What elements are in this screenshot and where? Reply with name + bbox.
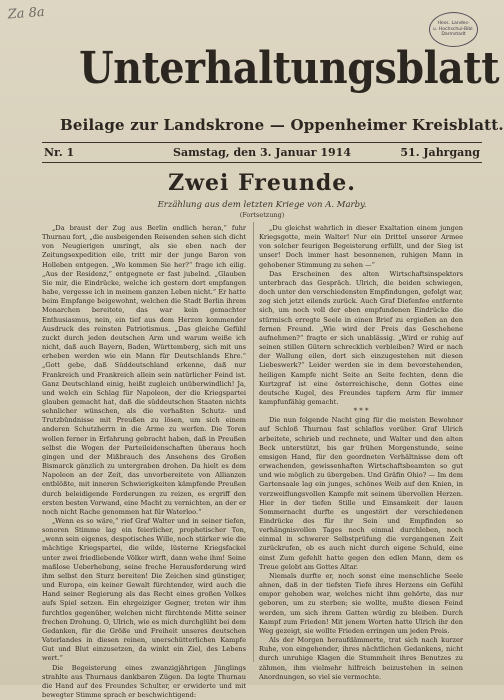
paragraph: Das Erscheinen des alten Wirtschaftsinspektors unterbrach das Gespräch. Ulrich, die beiden schwiegen, doch unter den verschiedensten Empfindungen, gefolgt war, zog sich jetzt eilends zurück. Auch Graf Diefenfee entfernte sich, um noch voll der eben empfundenen Eindrücke die stürmisch erregte Seele in einen Brief zu ergießen an den fernen Freund. „Wie wird der Preis das Geschehene aufnehmen?“ fragte er sich unablässig. „Wird er ruhig auf seinen stillen Gütern schrecklich verbleiben? Wird er nach der Wallung eilen, dort sich einzugestehen mit diesen Liebeswerk?“ Leider werden sie in dem bevorstehenden, heiligen Kampfe nicht Seite an Seite fechten, denn die Kurtzgraf ist eine österreichische, denn Gottes eine deutsche Kugel, des Freundes tapfern Arm für immer kampfunfähig gemacht. xyxy=(259,270,463,407)
continuation-note: (Fortsetzung) xyxy=(42,211,482,219)
story-subtitle: Erzählung aus dem letzten Kriege von A. Marby. xyxy=(42,200,482,210)
masthead-subtitle: Beilage zur Landskrone — Oppenheimer Kreisblatt. xyxy=(60,116,452,134)
text-column-left xyxy=(42,224,246,660)
issue-info-bar xyxy=(42,145,482,160)
issue-volume: 51. Jahrgang xyxy=(400,145,480,160)
header-rule-bottom xyxy=(42,162,482,163)
paragraph: Als der Morgen heraufdämmerte, trat sich nach kurzer Ruhe, von eingehender, ihres nächtlichen Gedankens, nicht durch unruhige Klagen die Stummheit ihres Benutzes zu zähmen, ihm vielmehr hilfreich beizustehen in seinen Anordnungen, so viel sie vermochte. xyxy=(259,636,463,682)
paragraph: Niemals durfte er, noch sonst eine menschliche Seele ahnen, daß in der tiefsten Tiefe ihres Herzens ein Gefühl empor gehoben war, welches nicht ihm gehörte, das nur geboren, um zu sterben; sie wollte, mußte diesen Feind werden, um sich ihrem Gatten würdig zu bleiben. Durch Kampf zum Frieden! Mit jenem Worten hatte Ulrich ihr den Weg gezeigt, sie wollte Frieden erringen um jeden Preis. xyxy=(259,572,463,636)
text-column-right xyxy=(259,224,463,660)
paragraph: „Da braust der Zug aus Berlin endlich heran,“ fuhr Thurnau fort, „die ausbeigenden Reisenden sehen sich dicht von Neugierigen umringt, als sie eben nach der Zeitungsexpedition eile, tritt mir der junge Baron von Holleben entgegen. „Wo kommen Sie her?“ frage ich eilig. „Aus der Residenz,“ entgegnete er fast jubelnd. „Glauben Sie mir, die Eindrücke, welche ich gestern dort empfangen habe, vergesse ich in meinem ganzen Leben nicht.“ Er hatte beim Empfange beigewohnt, welchen die Stadt Berlin ihrem Monarchen bereitete, das war kein gemachter Enthusiasmus, nein, ein tief aus dem Herzen kommender Ausdruck des reinsten Patriotismus. „Das gleiche Gefühl zuckt durch jeden deutschen Arm und warum weiße ich nicht, daß auch Bayern, Baden, Württemberg, sich mit uns erheben werden wie ein Mann für Deutschlands Ehre.“ „Gott gebe, daß Süddeutschland erkenne, daß nur Frankreich und Frankreich allein sein natürlicher Feind ist. Ganz Deutschland einig, heißt zugleich unüberwindlich! Ja, und welch ein Schlag für Napoleon, der die Kriegspartei glauben gemacht hat, daß die süddeutschen Staaten nichts sehnlicher wünschen, als die verhaßten Schutz- und Trutzbündnisse mit Preußen zu lösen, um sich einem anderen Schutzherrn in die Arme zu werfen. Die Toren wollen ferner in Erfahrung gebracht haben, daß in Preußen selbst die Wogen der Parteileidenschaften überaus hoch gingen und der Mißbrauch des Ansehens des Großen Bismarck gänzlich zu untergraben drohen. Da hielt es dem Napoleon an der Zeit, das unvorbereitete von Allianzen entblößte, mit inneren Schwierigkeiten kämpfende Preußen durch beleidigende Forderungen zu reizen, es ergriff den ersten besten Vorwand, eine Macht zu vernichten, an der er noch nicht Rache genommen hat für Waterloo.“ xyxy=(42,224,246,517)
issue-date: Samstag, den 3. Januar 1914 xyxy=(42,145,482,160)
masthead-title: Unterhaltungsblatt xyxy=(79,38,424,100)
paragraph: „Du gleichst wahrlich in dieser Exaltation einem jungen Kriegsgotte, mein Walter! Nur ein Drittel unserer Armee von solcher feurigen Begeisterung erfüllt, und der Sieg ist unser! Doch immer hast besonnenen, ruhigen Mann in gehobener Stimmung zu sehen —“ xyxy=(259,224,463,270)
stamp-line-3: Darmstadt xyxy=(441,32,465,38)
library-stamp xyxy=(429,12,478,47)
story-title: Zwei Freunde. xyxy=(42,170,482,196)
paragraph: Die nun folgende Nacht ging für die meisten Bewohner auf Schloß Thurnau fast schlaflos vorüber. Graf Ulrich arbeitete, schrieb und rechnete, und Walter und den alten Beck unterstützt, bis gar frühen Morgenstunde, seine emsigen Hand, für den geordneten Verhältnisse dem oft erwachenden, gewissenhaften Wirtschaftsbeamten so gut und wie möglich zu übergeben. Und Gräfin Ohio? — Im dem Gartensaale lag ein junges, schönes Weib auf den Knien, in verzweiflungsvollen Kampfe mit seinem übervollen Herzen. Hier in der tiefen Stille und Einsamkeit der lauen Sommernacht durfte es ungestört der verschiedenen Eindrücke des für ihr Sein und Empfinden so verhängnisvollen Tages noch einmal durchleben, noch einmal in schwerer Selbstprüfung die vergangenen Zeit zurückrufen, ob es auch nicht durch eigene Schuld, eine einst Zum gefehlt hatte gegen den edlen Mann, dem es Treue gelobt am Gottes Altar. xyxy=(259,416,463,572)
paragraph: „Wenn es so wäre,“ rief Graf Walter und in seiner tiefen, sonoren Stimme lag ein feierlicher, prophetischer Ton, „wenn sein eigenes, despotisches Wille, noch stärker wie die mächtige Kriegspartei, die wilde, lüsterne Kriegsfackel unter zwei friedliebende Völker wirft, dann wehe ihm! Seine maßlose Ueberhebung, seine freche Herausforderung wird ihm selbst den Sturz bereiten! Die Zeichen sind günstiger, und Europa, ein keiner Gewalt fürchtender, wird auch die Hand seiner Regierung als das Recht eines großen Volkes aufs Spiel setzen. Ein ehrgeiziger Gegner, treten wir ihm furchtlos gegenüber, welchen nicht fürchtende Mitte seiner frechen Drohung. O, Ulrich, wie es mich durchglüht bei dem Gedanken, für die Größe und Freiheit unseres deutschen Vaterlandes in diesen reinen, unerschütterlichen Kampfe Gut und Blut einzusetzen, da winkt ein Ziel, des Lebens wert.“ xyxy=(42,517,246,664)
column-divider xyxy=(253,222,254,662)
stamp-line-1: Hess. Landes- xyxy=(437,21,469,27)
issue-number: Nr. 1 xyxy=(44,145,74,160)
paragraph: Die Begeisterung eines zwanzigjährigen Jünglings strahlte aus Thurnaus dankbaren Zügen. Da legte Thurnau die Hand auf des Freundes Schulter, er erwiderte und mit bewegter Stimme sprach er beschwichtigend: xyxy=(42,664,246,700)
header-rule-top xyxy=(42,142,482,143)
section-separator: * * * xyxy=(259,407,463,416)
stamp-line-2: u. Hochschul-Bibl. xyxy=(433,27,474,33)
handwritten-shelf-mark: Za 8a xyxy=(7,5,50,30)
